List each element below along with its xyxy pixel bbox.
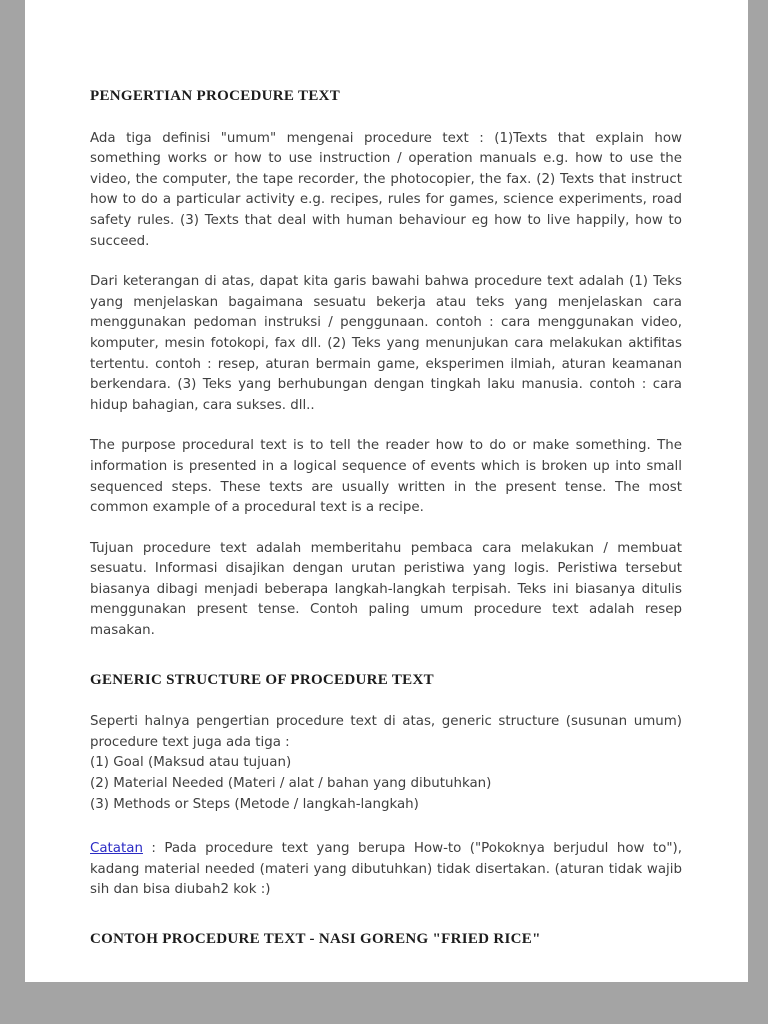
- catatan-text: : Pada procedure text yang berupa How-to ("Pokoknya berjudul how to"), kadang material needed (materi yang dibutuhkan) tidak disertakan. (aturan tidak wajib sih dan bisa diubah2 kok :): [90, 841, 682, 898]
- document-page: [25, 0, 748, 982]
- para-catatan: [90, 839, 682, 901]
- document-content: [25, 0, 748, 1012]
- list-item-methods-steps: (3) Methods or Steps (Metode / langkah-langkah): [90, 796, 419, 812]
- list-item-material-needed: (2) Material Needed (Materi / alat / bahan yang dibutuhkan): [90, 776, 492, 792]
- para-definisi-english: Ada tiga definisi "umum" mengenai procedure text : (1)Texts that explain how something works or how to use instruction / operation manuals e.g. how to use the video, the computer, the tape recorder, the photocopier, the fax. (2) Texts that instruct how to do a particular activity e.g. recipes, rules for games, science experiments, road safety rules. (3) Texts that deal with human behaviour eg how to live happily, how to succeed.: [90, 130, 682, 249]
- para-tujuan-indonesian: Tujuan procedure text adalah memberitahu pembaca cara melakukan / membuat sesuatu. Informasi disajikan dengan urutan peristiwa yang logis. Peristiwa tersebut biasanya dibagi menjadi beberapa langkah-langkah terpisah. Teks ini biasanya ditulis menggunakan present tense. Contoh paling umum procedure text adalah resep masakan.: [90, 540, 682, 639]
- heading-contoh-procedure-text: CONTOH PROCEDURE TEXT - NASI GORENG "FRIED RICE": [90, 931, 541, 947]
- para-generic-structure-intro: Seperti halnya pengertian procedure text di atas, generic structure (susunan umum) procedure text juga ada tiga :: [90, 714, 682, 750]
- para-purpose-english: The purpose procedural text is to tell the reader how to do or make something. The information is presented in a logical sequence of events which is broken up into small sequenced steps. These texts are usually written in the present tense. The most common example of a procedural text is a recipe.: [90, 438, 682, 516]
- catatan-link[interactable]: Catatan: [90, 841, 143, 857]
- para-definisi-indonesian: Dari keterangan di atas, dapat kita garis bawahi bahwa procedure text adalah (1) Teks yang menjelaskan bagaimana sesuatu bekerja atau teks yang menjelaskan cara menggunakan pedoman instruksi / penggunaan. contoh : cara menggunakan video, komputer, mesin fotokopi, fax dll. (2) Teks yang menunjukan cara melakukan aktifitas tertentu. contoh : resep, aturan bermain game, eksperimen ilmiah, aturan keamanan berkendara. (3) Teks yang berhubungan dengan tingkah laku manusia. contoh : cara hidup bahagian, cara sukses. dll..: [90, 274, 682, 413]
- heading-pengertian-procedure-text: PENGERTIAN PROCEDURE TEXT: [90, 88, 341, 104]
- list-item-goal: (1) Goal (Maksud atau tujuan): [90, 755, 292, 771]
- heading-generic-structure: GENERIC STRUCTURE OF PROCEDURE TEXT: [90, 671, 434, 688]
